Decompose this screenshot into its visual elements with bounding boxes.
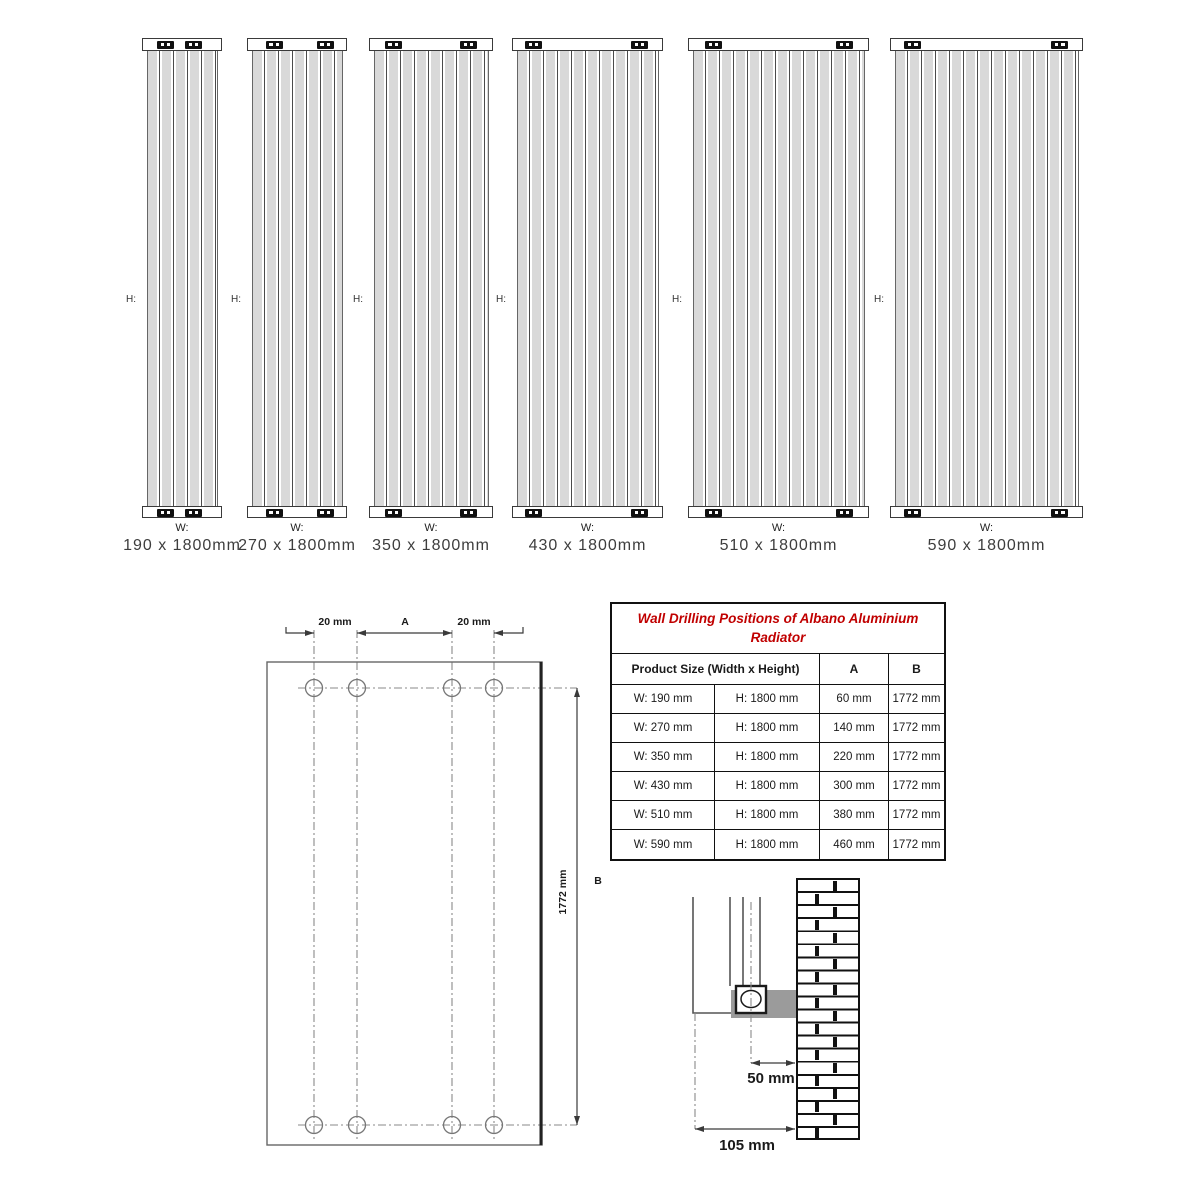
- mounting-clip: [904, 41, 921, 49]
- table-cell-a: 60 mm: [820, 685, 889, 714]
- mounting-clip: [317, 41, 334, 49]
- size-label: 190 x 1800mm: [123, 537, 241, 554]
- drilling-positions-table: [610, 602, 946, 861]
- mounting-clip: [157, 509, 174, 517]
- width-label: W:: [771, 522, 786, 534]
- brick-joint: [815, 1102, 820, 1112]
- brick-joint: [815, 894, 820, 904]
- width-label: W:: [979, 522, 994, 534]
- wall-section-diagram: [655, 860, 935, 1200]
- mounting-clip: [705, 41, 722, 49]
- brick-joint: [833, 959, 838, 969]
- table-cell-a: 300 mm: [820, 772, 889, 801]
- col-header-b: B: [889, 654, 944, 685]
- mounting-clip: [385, 509, 402, 517]
- height-label: H:: [231, 294, 241, 305]
- col-header-a: A: [820, 654, 889, 685]
- table-cell-a: 380 mm: [820, 801, 889, 830]
- top-dimension-lines: [286, 627, 523, 636]
- dimension-label-b: B: [594, 875, 602, 887]
- mounting-clip: [1051, 41, 1068, 49]
- radiator-590: [874, 38, 1083, 554]
- mounting-clip: [631, 509, 648, 517]
- table-cell-width: W: 510 mm: [612, 801, 715, 830]
- height-label: H:: [496, 294, 506, 305]
- table-cell-a: 140 mm: [820, 714, 889, 743]
- brick-joint: [833, 1115, 838, 1125]
- hole-centre-lines: [298, 630, 577, 1141]
- size-label: 590 x 1800mm: [927, 537, 1046, 554]
- mounting-clip: [836, 509, 853, 517]
- radiator-bottom-bar: [369, 506, 493, 518]
- dimension-label-20mm-left: 20 mm: [318, 616, 352, 628]
- table-cell-a: 460 mm: [820, 830, 889, 859]
- height-label: H:: [672, 294, 682, 305]
- radiator-fins: [374, 51, 489, 506]
- table-cell-width: W: 350 mm: [612, 743, 715, 772]
- mounting-clip: [631, 41, 648, 49]
- size-label: 270 x 1800mm: [238, 537, 356, 554]
- brick-joint: [815, 998, 820, 1008]
- radiator-top-bar: [688, 38, 869, 51]
- radiator-bottom-bar: [247, 506, 347, 518]
- height-label: H:: [126, 294, 136, 305]
- radiator-top-bar: [512, 38, 663, 51]
- brick-joint: [815, 1128, 820, 1138]
- table-cell-b: 1772 mm: [892, 838, 941, 851]
- radiator-top-bar: [142, 38, 222, 51]
- radiator-fins: [895, 51, 1079, 506]
- size-label: 510 x 1800mm: [719, 537, 838, 554]
- radiator-bottom-bar: [512, 506, 663, 518]
- table-cell-height: H: 1800 mm: [715, 801, 820, 830]
- table-cell-b: 1772 mm: [889, 801, 944, 830]
- size-label: 430 x 1800mm: [528, 537, 647, 554]
- radiator-top-bar: [890, 38, 1083, 51]
- height-label: H:: [874, 294, 884, 305]
- table-cell-b: 1772 mm: [889, 772, 944, 801]
- table-cell-b: 1772 mm: [889, 743, 944, 772]
- mounting-clip: [525, 41, 542, 49]
- table-cell-height: H: 1800 mm: [715, 685, 820, 714]
- mounting-clip: [525, 509, 542, 517]
- brick-joint: [833, 1089, 838, 1099]
- dimension-label-50mm: 50 mm: [747, 1070, 795, 1087]
- table-title: Wall Drilling Positions of Albano Aluminium Radiator: [612, 604, 944, 654]
- width-label: W:: [175, 522, 189, 534]
- mounting-clip: [836, 41, 853, 49]
- radiator-fins: [147, 51, 218, 506]
- width-label: W:: [290, 522, 304, 534]
- radiator-top-bar: [369, 38, 493, 51]
- mounting-clip: [266, 509, 283, 517]
- height-label: H:: [353, 294, 363, 305]
- col-header-product-size: Product Size (Width x Height): [612, 654, 820, 685]
- brick-joint: [833, 985, 838, 995]
- brick-joint: [815, 1024, 820, 1034]
- radiator-510: [672, 38, 869, 554]
- drilling-template-diagram: [250, 598, 630, 1160]
- radiator-190: [123, 38, 241, 554]
- mounting-clip: [385, 41, 402, 49]
- table-cell-height: H: 1800 mm: [715, 714, 820, 743]
- radiator-fins: [517, 51, 659, 506]
- radiator-270: [231, 38, 356, 554]
- dimension-label-105mm: 105 mm: [719, 1137, 775, 1154]
- table-cell-b: 1772 mm: [889, 714, 944, 743]
- brick-joint: [815, 1076, 820, 1086]
- table-cell-width: W: 430 mm: [612, 772, 715, 801]
- dimension-label-20mm-right: 20 mm: [457, 616, 491, 628]
- size-label: 350 x 1800mm: [372, 537, 490, 554]
- dimension-50mm: [751, 1060, 795, 1066]
- table-grid: [612, 654, 944, 859]
- table-cell-width: W: 190 mm: [612, 685, 715, 714]
- mounting-clip: [185, 41, 202, 49]
- table-cell-b: 1772 mm: [889, 685, 944, 714]
- brick-joint: [815, 920, 820, 930]
- radiator-fins: [693, 51, 865, 506]
- brick-joint: [815, 1050, 820, 1060]
- dimension-label-1772mm: 1772 mm: [557, 869, 569, 915]
- width-label: W:: [580, 522, 595, 534]
- radiator-top-bar: [247, 38, 347, 51]
- brick-joint: [833, 907, 838, 917]
- mounting-clip: [266, 41, 283, 49]
- brick-joint: [833, 1011, 838, 1021]
- drill-holes: [306, 680, 503, 1134]
- brick-joint: [833, 933, 838, 943]
- brick-joint: [815, 946, 820, 956]
- mounting-clip: [904, 509, 921, 517]
- mounting-clip: [157, 41, 174, 49]
- radiator-fins: [252, 51, 343, 506]
- brick-joint: [833, 1063, 838, 1073]
- mounting-clip: [185, 509, 202, 517]
- vertical-b-dimension: [574, 688, 580, 1125]
- radiator-bottom-bar: [890, 506, 1083, 518]
- radiator-bottom-bar: [688, 506, 869, 518]
- mounting-clip: [705, 509, 722, 517]
- dimension-label-a: A: [401, 616, 409, 628]
- table-cell-width: W: 590 mm: [612, 830, 715, 859]
- table-cell-a: 220 mm: [820, 743, 889, 772]
- table-cell-height: H: 1800 mm: [715, 772, 820, 801]
- brick-wall: [796, 878, 860, 1140]
- mounting-clip: [1051, 509, 1068, 517]
- radiator-430: [496, 38, 663, 554]
- brick-joint: [815, 972, 820, 982]
- radiator-outline: [267, 662, 542, 1145]
- table-cell-height: H: 1800 mm: [715, 743, 820, 772]
- brick-joint: [833, 1037, 838, 1047]
- mounting-clip: [460, 41, 477, 49]
- radiator-bottom-bar: [142, 506, 222, 518]
- dimension-105mm: [695, 1126, 795, 1132]
- table-cell-width: W: 270 mm: [612, 714, 715, 743]
- mounting-clip: [317, 509, 334, 517]
- mounting-clip: [460, 509, 477, 517]
- radiator-350: [353, 38, 493, 554]
- width-label: W:: [424, 522, 438, 534]
- brick-joint: [833, 881, 838, 891]
- table-cell-height: H: 1800 mm: [715, 830, 820, 859]
